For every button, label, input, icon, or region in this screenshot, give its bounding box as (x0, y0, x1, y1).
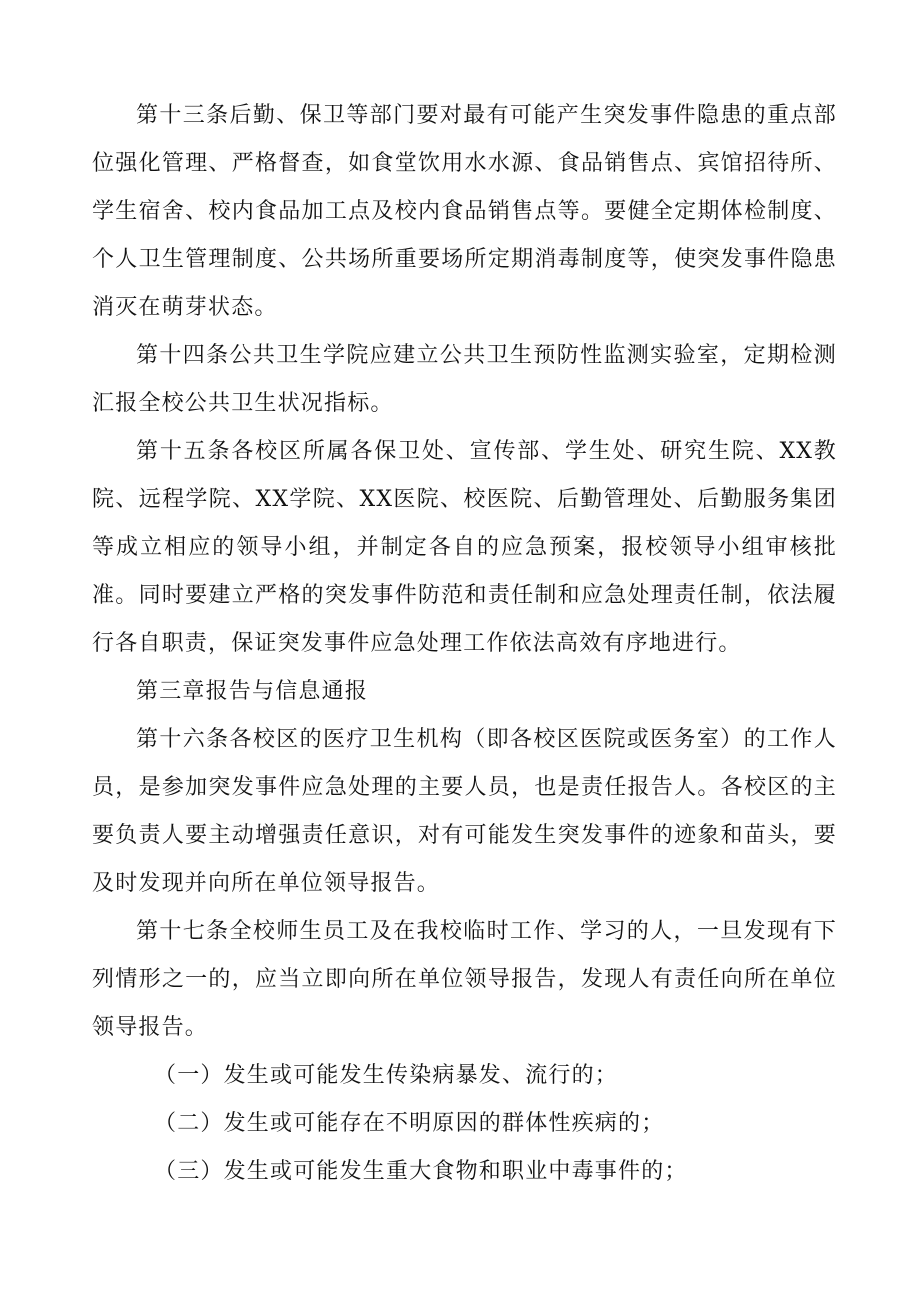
list-item-1: （一）发生或可能发生传染病暴发、流行的； (154, 1063, 619, 1088)
article-14-paragraph: 第十四条公共卫生学院应建立公共卫生预防性监测实验室，定期检测汇报全校公共卫生状况指标。 (92, 343, 837, 416)
article-15-paragraph: 第十五条各校区所属各保卫处、宣传部、学生处、研究生院、XX教院、远程学院、XX学院、XX医院、校医院、后勤管理处、后勤服务集团等成立相应的领导小组，并制定各自的应急预案，报校领导小组审核批准。同时要建立严格的突发事件防范和责任制和应急处理责任制，依法履行各自职责，保证突发事件应急处理工作依法高效有序地进行。 (92, 439, 837, 656)
article-17-paragraph: 第十七条全校师生员工及在我校临时工作、学习的人，一旦发现有下列情形之一的，应当立即向所在单位领导报告，发现人有责任向所在单位领导报告。 (92, 919, 837, 1040)
document-body (92, 92, 837, 1196)
article-16-paragraph: 第十六条各校区的医疗卫生机构（即各校区医院或医务室）的工作人员，是参加突发事件应急处理的主要人员，也是责任报告人。各校区的主要负责人要主动增强责任意识，对有可能发生突发事件的迹象和苗头，要及时发现并向所在单位领导报告。 (92, 727, 837, 896)
list-item-3: （三）发生或可能发生重大食物和职业中毒事件的； (154, 1159, 688, 1184)
chapter-3-heading: 第三章报告与信息通报 (136, 679, 369, 704)
list-item-2: （二）发生或可能存在不明原因的群体性疾病的； (154, 1111, 665, 1136)
article-13-paragraph: 第十三条后勤、保卫等部门要对最有可能产生突发事件隐患的重点部位强化管理、严格督查，如食堂饮用水水源、食品销售点、宾馆招待所、学生宿舍、校内食品加工点及校内食品销售点等。要健全定期体检制度、个人卫生管理制度、公共场所重要场所定期消毒制度等，使突发事件隐患消灭在萌芽状态。 (92, 103, 837, 320)
